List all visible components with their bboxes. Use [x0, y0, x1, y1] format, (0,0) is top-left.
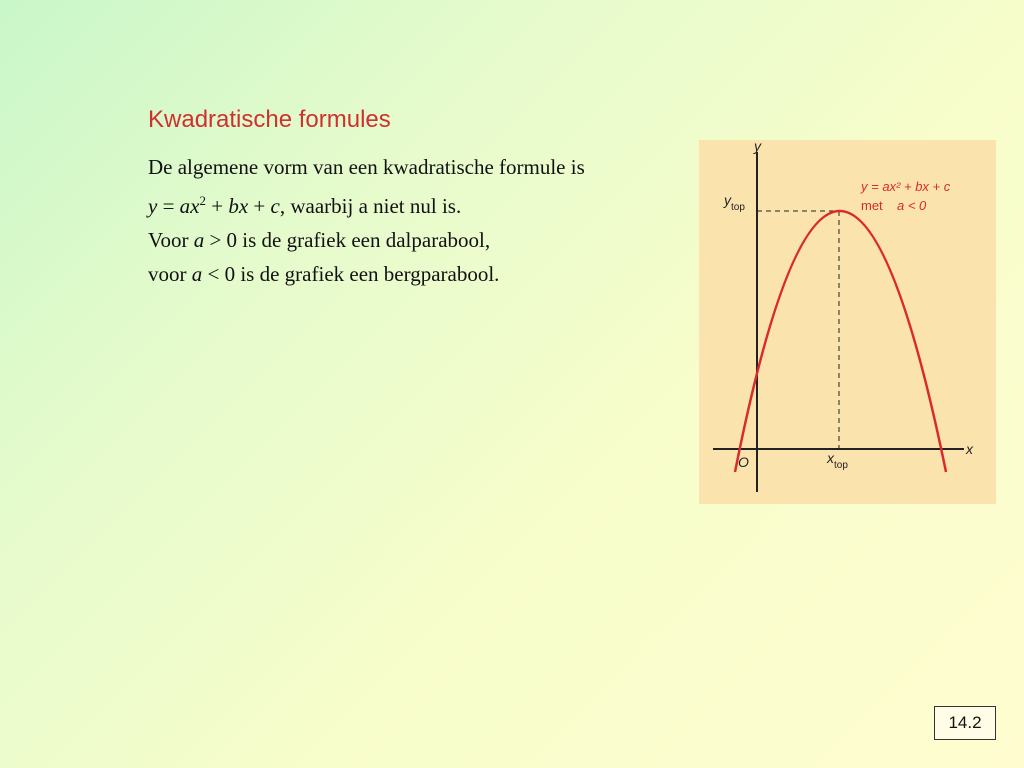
legend-met: met [861, 198, 883, 213]
parabola-figure [699, 140, 996, 504]
text-line-1: De algemene vorm van een kwadratische formule is [148, 155, 585, 179]
body-text [148, 150, 693, 291]
legend-formula: y = ax² + bx + c [861, 179, 951, 194]
y-axis-label: y [754, 140, 761, 154]
slide-number: 14.2 [934, 706, 996, 740]
origin-label: O [738, 454, 749, 470]
text-line-4: voor a < 0 is de grafiek een bergparabool. [148, 262, 500, 286]
slide-title: Kwadratische formules [148, 106, 391, 133]
text-line-3: Voor a > 0 is de grafiek een dalparabool, [148, 228, 491, 252]
text-line-2: $y = ax^2$ + bx + c, waarbij a niet nul is. [148, 193, 462, 218]
legend-condition: a < 0 [897, 198, 927, 213]
x-axis-label: x [966, 441, 973, 457]
ytop-label: $y_{top}$ [724, 192, 745, 213]
xtop-label: $x_{top}$ [827, 450, 848, 471]
